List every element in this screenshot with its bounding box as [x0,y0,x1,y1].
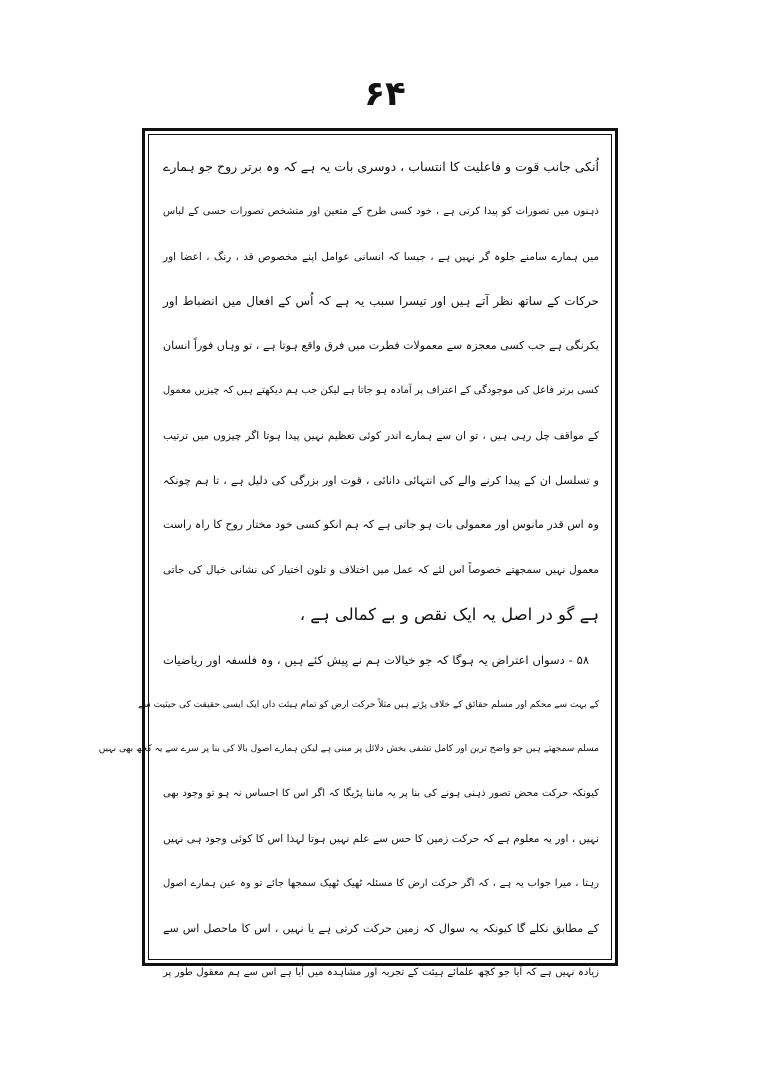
text-line: میں ہمارے سامنے جلوہ گر نہیں ہے ، جیسا کہ انسانی عوامل اپنے مخصوص قد ، رنگ ، اعضا اور [163,250,599,263]
page-number: ۶۴ [364,74,406,114]
text-line: کسی برتر فاعل کی موجودگی کے اعتراف پر آمادہ ہو جاتا ہے لیکن جب ہم دیکھتے ہیں کہ چیزیں معمول [162,384,599,396]
text-line: رہتا ، میرا جواب یہ ہے ، کہ اگر حرکت ارض کا مسئلہ ٹھیک ٹھیک سمجھا جائے تو وہ عین ہمارے اصول [163,877,599,889]
text-line: و تسلسل ان کے پیدا کرنے والے کی انتہائی دانائی ، قوت اور بزرگی کی دلیل ہے ، تا ہم چونکہ [163,473,599,487]
text-line: کے مواقف چل رہی ہیں ، تو ان سے ہمارے اندر کوئی تعظیم نہیں پیدا ہوتا اگر چیزوں میں ترتیب [163,429,599,442]
paragraph-end-line: ہے گو در اصل یہ ایک نقص و بے کمالی ہے ، [299,604,599,624]
text-line: زیادہ نہیں ہے کہ آیا جو کچھ علمائے ہیئت کے تجربہ اور مشاہدہ میں آیا ہے اس سے ہم معقول طور پر [163,967,599,979]
text-line: کیونکہ حرکت محض تصور ذہنی ہونے کی بنا پر یہ ماننا پڑیگا کہ اگر اس کا احساس نہ ہو تو وجود بھی [163,788,599,800]
paragraph-start-line: ۵۸ - دسواں اعتراض یہ ہوگا کہ جو خیالات ہم نے پیش کئے ہیں ، وہ فلسفہ اور ریاضیات [163,652,589,667]
text-line: معمول نہیں سمجھتے خصوصاً اس لئے کہ عمل میں اختلاف و تلون اختیار کی نشانی خیال کی جاتی [163,564,599,577]
text-line: مسلم سمجھتے ہیں جو واضح ترین اور کامل تشفی بخش دلائل پر مبنی ہے لیکن ہمارے اصول بالا کی بنا پر سرے سے یہ کچھ بھی نہیں [98,744,599,755]
urdu-text-block [98,145,599,979]
text-line: کے مطابق نکلے گا کیونکہ یہ سوال کہ زمین حرکت کرتی ہے یا نہیں ، اس کا ماحصل اس سے [163,921,599,935]
text-frame [98,128,618,979]
text-line: نہیں ، اور یہ معلوم ہے کہ حرکت زمین کا حس سے علم نہیں ہوتا لہذا اس کا کوئی وجود ہی نہیں [163,832,599,845]
text-line: وہ اس قدر مانوس اور معمولی بات ہو جاتی ہے کہ ہم انکو کسی خود مختار روح کا راہ راست [163,518,599,532]
text-line: ذہنوں میں تصورات کو پیدا کرتی ہے ، خود کسی طرح کے متعین اور متشخص تصورات حسی کے لباس [163,205,599,217]
text-line: یکرنگی ہے جب کسی معجزہ سے معمولات فطرت میں فرق واقع ہوتا ہے ، تو وہاں فوراً انسان [163,339,599,353]
text-line: کے بہت سے محکم اور مسلم حقائق کے خلاف پڑتے ہیں مثلاً حرکت ارض کو تمام ہیئت داں ایک ایسی حقیقت کی حیثیت سے [137,699,599,710]
text-line: اُنکی جانب قوت و فاعلیت کا انتساب ، دوسری بات یہ ہے کہ وہ برتر روح جو ہمارے [163,159,599,174]
text-line: حرکات کے ساتھ نظر آتے ہیں اور تیسرا سبب یہ ہے کہ اُس کے افعال میں انضباط اور [163,294,599,309]
